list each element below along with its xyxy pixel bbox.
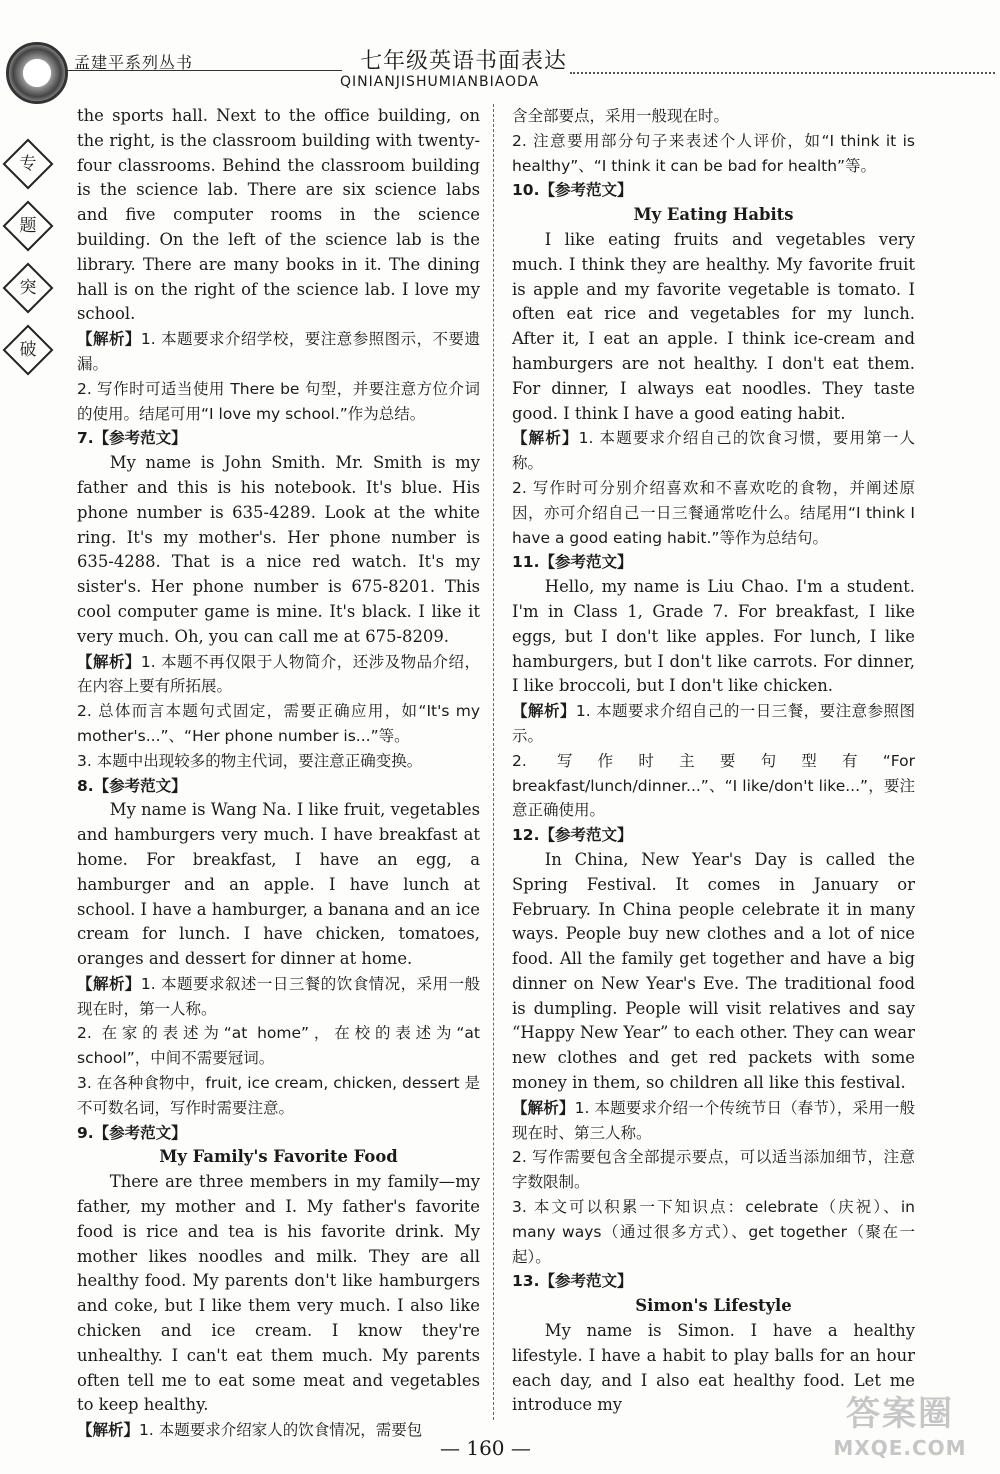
model-essay: In China, New Year's Day is called the Spring Festival. It comes in January or February. In China people celebrate it in many ways. People buy new clothes and a lot of nice food. All the family get together and have a big dinner on New Year's Eve. The traditional food is dumpling. People will visit relatives and say “Happy New Year” to each other. They can wear new clothes and get red packets with some money in them, so children all like this festival. <box>512 849 915 1093</box>
analysis-text: 含全部要点，采用一般现在时。 <box>512 107 730 125</box>
analysis-label: 【解析】 <box>77 652 141 671</box>
analysis-text: 1. 本题要求介绍自己的饮食习惯，要用第一人称。 <box>512 429 915 473</box>
question-heading: 9.【参考范文】 <box>77 1123 187 1142</box>
question-heading: 7.【参考范文】 <box>77 429 187 448</box>
analysis-text: 1. 本题不再仅限于人物简介，还涉及物品介绍，在内容上要有所拓展。 <box>77 652 480 696</box>
left-column <box>77 104 480 1443</box>
essay-title: Simon's Lifestyle <box>635 1296 792 1316</box>
analysis-label: 【解析】 <box>77 1421 140 1440</box>
question-heading: 11.【参考范文】 <box>512 553 633 572</box>
header-dotted-rule <box>570 72 995 74</box>
page-header <box>0 0 1000 100</box>
side-tab <box>8 146 48 394</box>
analysis-text: 1. 本题要求介绍学校，要注意参照图示，不要遗漏。 <box>77 330 480 373</box>
analysis-note <box>77 1071 480 1121</box>
analysis-note <box>512 1195 915 1269</box>
series-name: 孟建平系列丛书 <box>74 53 194 72</box>
analysis-text: 2. 写作时可适当使用 There be 句型，并要注意方位介词的使用。结尾可用“I love my school.”作为总结。 <box>77 379 480 423</box>
essay-title: My Eating Habits <box>633 205 794 225</box>
analysis-text: 1. 本题要求介绍一个传统节日（春节），采用一般现在时、第三人称。 <box>512 1098 915 1142</box>
side-tab-char: 专 <box>3 139 54 190</box>
analysis-note <box>512 749 915 823</box>
analysis-note <box>512 1096 915 1146</box>
question-heading: 8.【参考范文】 <box>77 776 187 795</box>
analysis-label: 【解析】 <box>512 1098 575 1117</box>
header-rule <box>66 70 342 71</box>
analysis-label: 【解析】 <box>512 702 576 721</box>
analysis-text: 1. 本题要求介绍家人的饮食情况，需要包 <box>139 1421 423 1440</box>
analysis-text: 2. 总体而言本题句式固定，需要正确应用，如“It's my mother's...”、“Her phone number is...”等。 <box>77 702 480 745</box>
analysis-text: 3. 本文可以积累一下知识点：celebrate（庆祝）、in many ways（通过很多方式）、get together（聚在一起）。 <box>512 1198 915 1266</box>
right-column <box>512 104 915 1418</box>
analysis-text: 3. 本题中出现较多的物主代词，要注意正确变换。 <box>77 751 423 770</box>
essay-text: the sports hall. Next to the office building, on the right, is the classroom building with twenty-four classrooms. Behind the classroom building is the science lab. There are six science labs and five computer rooms in the science building. On the left of the science lab is the library. There are many books in it. The dining hall is on the right of the science lab. I love my school. <box>77 106 480 324</box>
analysis-note <box>77 1418 480 1443</box>
analysis-text: 3. 在各种食物中，fruit, ice cream, chicken, dessert 是不可数名词，写作时需要注意。 <box>77 1074 480 1117</box>
model-essay: There are three members in my family—my father, my mother and I. My father's favorite food is rice and tea is his favorite drink. My mother likes noodles and milk. They are all healthy food. My parents don't like hamburgers and coke, but I like them very much. I also like chicken and ice cream. I know they're unhealthy. I can't eat them much. My parents often tell me to eat some meat and vegetables to keep healthy. <box>77 1172 480 1415</box>
publisher-logo <box>6 42 68 104</box>
analysis-note <box>512 129 915 179</box>
analysis-note <box>77 749 480 774</box>
analysis-text: 2. 注意要用部分句子来表述个人评价，如“I think it is healthy”、“I think it can be bad for health”等。 <box>512 131 915 175</box>
analysis-note <box>77 972 480 1022</box>
analysis-note <box>77 377 480 427</box>
analysis-label: 【解析】 <box>512 429 579 448</box>
question-heading: 12.【参考范文】 <box>512 826 633 845</box>
watermark-text: 答案圈 <box>846 1394 954 1434</box>
analysis-note <box>512 476 915 550</box>
analysis-note <box>512 1145 915 1195</box>
analysis-note <box>512 699 915 749</box>
model-essay: My name is Simon. I have a healthy lifestyle. I have a habit to play balls for an hour each day, and I also eat healthy food. Let me introduce my <box>512 1321 915 1415</box>
side-tab-char: 题 <box>3 201 54 252</box>
analysis-text: 2. 在家的表述为“at home”，在校的表述为“at school”，中间不需要冠词。 <box>77 1024 480 1068</box>
analysis-label: 【解析】 <box>77 330 141 349</box>
watermark-url: MXQE.COM <box>833 1436 967 1460</box>
model-essay: My name is Wang Na. I like fruit, vegetables and hamburgers very much. I have breakfast at home. For breakfast, I have an egg, a hamburger and an apple. I have lunch at school. I have a hamburger, a banana and an ice cream for lunch. I have chicken, tomatoes, oranges and dessert for dinner at home. <box>77 800 480 969</box>
analysis-text: 2. 写作需要包含全部提示要点，可以适当添加细节，注意字数限制。 <box>512 1148 915 1192</box>
analysis-text: 2. 写作时可分别介绍喜欢和不喜欢吃的食物，并阐述原因，亦可介绍自己一日三餐通常吃什么。结尾用“I think I have a good eating habit.”等作为总结句。 <box>512 478 915 547</box>
analysis-label: 【解析】 <box>77 974 141 993</box>
model-essay: I like eating fruits and vegetables very much. I think they are healthy. My favorite fruit is apple and my favorite vegetable is tomato. I often eat rice and vegetables for my lunch. After it, I eat an apple. I think ice-cream and hamburgers are not healthy. I don't eat them. For dinner, I always eat noodles. They taste good. I think I have a good eating habit. <box>512 229 915 423</box>
question-heading: 13.【参考范文】 <box>512 1272 633 1291</box>
watermark <box>805 1392 995 1472</box>
question-heading: 10.【参考范文】 <box>512 181 633 200</box>
analysis-note <box>512 426 915 476</box>
book-title: 七年级英语书面表达 <box>360 49 568 74</box>
analysis-note <box>77 650 480 700</box>
column-divider <box>493 104 494 1420</box>
analysis-text: 1. 本题要求叙述一日三餐的饮食情况，采用一般现在时，第一人称。 <box>77 974 480 1018</box>
model-essay: My name is John Smith. Mr. Smith is my father and this is his notebook. It's blue. His phone number is 635-4289. Look at the white ring. It's my mother's. Her phone number is 635-4288. That is a nice red watch. It's my sister's. Her phone number is 675-8201. This cool computer game is mine. It's black. I like it very much. Oh, you can call me at 675-8209. <box>77 453 480 646</box>
book-subtitle: QINIANJISHUMIANBIAODA <box>340 74 540 90</box>
analysis-note <box>77 327 480 377</box>
side-tab-char: 突 <box>3 263 54 314</box>
analysis-text: 2. 写作时主要句型有“For breakfast/lunch/dinner...”、“I like/don't like...”，要注意正确使用。 <box>512 751 915 820</box>
analysis-note <box>77 1021 480 1071</box>
analysis-note <box>77 699 480 749</box>
analysis-text: 1. 本题要求介绍自己的一日三餐，要注意参照图示。 <box>512 702 915 745</box>
page-number: — 160 — <box>440 1436 531 1460</box>
side-tab-char: 破 <box>3 325 54 376</box>
essay-title: My Family's Favorite Food <box>159 1147 398 1167</box>
model-essay: Hello, my name is Liu Chao. I'm a student. I'm in Class 1, Grade 7. For breakfast, I like eggs, but I don't like apples. For lunch, I like hamburgers, but I don't like carrots. For dinner, I like broccoli, but I don't like chicken. <box>512 577 915 696</box>
analysis-note <box>512 104 915 129</box>
